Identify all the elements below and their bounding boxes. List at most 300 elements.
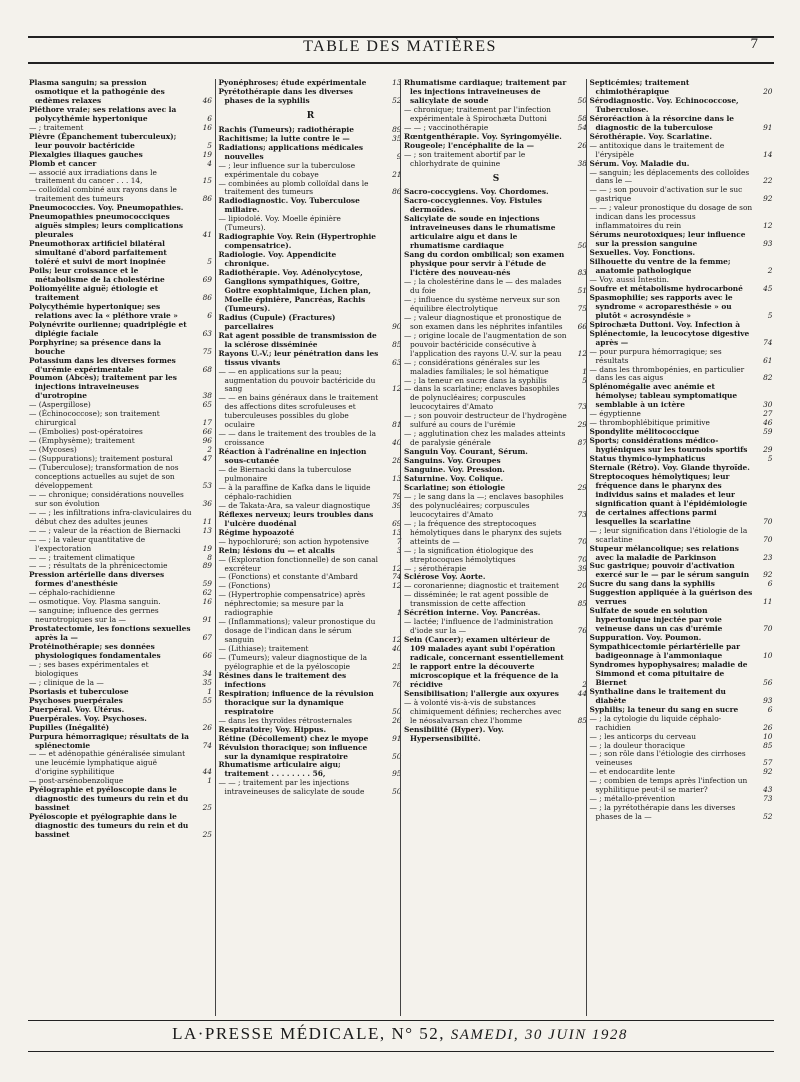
index-entry [29,357,214,375]
index-entry [29,374,214,401]
index-entry [404,412,589,430]
entry-text: Syndromes hypophysaires; maladie de Simmond et coma pituitaire de Biernet [589,659,748,687]
entry-page-number: 44 [202,767,212,777]
entry-text: Radiodiagnostic. Voy. Tuberculose miliaire. [218,196,360,215]
footer-date: 30 JUIN 1928 [524,1027,628,1043]
entry-text: — coronarienne; diagnostic et traitement [404,581,559,591]
entry-page-number: 89 [392,124,402,134]
entry-text: — (Inflammations); valeur pronostique du dosage de l'indican dans le sérum sanguin [218,617,376,645]
entry-text: Streptocoques hémolytiques; leur fréquence dans le pharynx des individus sains et malades et leur signification quant à l'épidémiologie de certaines affections parmi lesquelles la scarlatine [589,471,748,526]
entry-text: Puerpéral. Voy. Utérus. [29,704,125,714]
entry-page-number: 63 [392,357,402,367]
entry-page-number: 13 [202,525,212,535]
entry-text: Syphilis; la teneur du sang en sucre [589,704,739,714]
entry-text: — (Suppurations); traitement postural [29,454,173,464]
index-entry [404,197,589,215]
entry-text: Pression artérielle dans diverses formes d'anesthésie [29,570,165,589]
entry-page-number: 16 [202,122,212,132]
index-entry [590,643,775,661]
header-rule-bottom [28,62,774,64]
entry-text: Soufre et métabolisme hydrocarboné [589,283,743,293]
entry-page-number: 70 [577,536,587,546]
entry-text: Sulfate de soude en solution hypertonique injectée par voie veineuse dans un cas d'urémie [589,606,723,634]
entry-text: Régime hypoazoté [218,527,295,537]
entry-page-number: 58 [577,113,587,123]
index-entry [219,761,404,779]
entry-text: — associé aux irradiations dans le traitement du cancer . . . 14, [29,167,157,186]
entry-page-number: 39 [392,500,402,510]
entry-text: — ; la teneur en sucre dans la syphilis [404,375,547,385]
entry-text: Sternale (Rétro). Voy. Glande thyroïde. [589,462,750,472]
index-entry [29,169,214,187]
entry-page-number: 2 [207,445,212,455]
entry-text: Poumon (Abcès); traitement par les injections intraveineuses d'urotropine [29,373,177,401]
entry-text: Radius (Cupule) (Fractures) parcellaires [218,312,336,331]
entry-page-number: 26 [577,140,587,150]
index-entry [29,750,214,777]
entry-page-number: 6 [767,704,773,714]
entry-text: Prostatectomie, les fonctions sexuelles après la — [29,624,191,643]
entry-text: — ; la douleur thoracique [589,740,686,750]
section-letter: S [492,173,501,184]
entry-text: Rœntgenthérapie. Voy. Syringomyélie. [404,131,562,141]
entry-page-number: 67 [202,633,212,643]
entry-page-number: 10 [763,651,773,660]
entry-page-number: 5 [207,140,212,150]
entry-page-number: 13 [392,527,402,537]
entry-text: Scarlatine; son étiologie [404,482,506,492]
entry-page-number: 82 [763,373,773,383]
entry-text: — (Aspergillose) [29,400,91,410]
entry-text: Sports; considérations médico-hygiéniques sur les tournois sportifs [589,436,748,455]
entry-text: Pyrétothérapie dans les diverses phases de la syphilis [218,86,353,105]
entry-page-number: 19 [202,543,212,553]
index-entry [590,348,775,366]
entry-text: — — ; son pouvoir d'activation sur le suc gastrique [589,185,743,204]
entry-text: Radiations; applications médicales nouvelles [218,142,364,161]
index-entry [219,394,404,430]
entry-page-number: 92 [763,570,773,580]
entry-text: — ; les anticorps du cerveau [589,731,697,741]
entry-page-number: 12 [392,635,402,645]
entry-page-number: 20 [577,581,587,591]
entry-page-number: 86 [392,187,402,197]
entry-text: Sanguins. Voy. Groupes [404,456,501,466]
entry-text: — ; influence du système nerveux sur son équilibre électrolytique [404,294,560,313]
index-entry [404,314,589,332]
entry-text: — Voy. aussi Intestin. [589,274,669,284]
entry-page-number: 55 [202,695,212,705]
entry-page-number: 50 [392,787,402,797]
index-entry [590,79,775,97]
index-entry [590,562,775,580]
index-entry [404,215,589,251]
entry-text: — colloïdal combiné aux rayons dans le traitement des tumeurs [29,185,177,204]
entry-text: Sanguin Voy. Courant, Sérum. [404,447,528,457]
index-entry [404,385,589,412]
index-entry [219,744,404,762]
entry-text: — de Takata-Ara, sa valeur diagnostique [218,500,371,510]
entry-page-number: 74 [392,572,402,582]
entry-text: — antitoxique dans le traitement de l'érysipèle [589,140,725,159]
index-entry [29,491,214,509]
entry-text: Radiothérapie. Voy. Adénolycytose, Ganglions sympathiques, Goitre, Goitre exophtalmique, Lichen plan, Moelle épinière, Pancréas, Rachis (Tumeurs). [218,268,371,313]
entry-text: Sacro-coccygiennes. Voy. Fistules dermoïdes. [404,196,542,215]
entry-page-number: 57 [763,758,773,768]
entry-text: Radiologie. Voy. Appendicite chronique. [218,250,337,269]
entry-page-number: 70 [763,516,773,526]
entry-page-number: 35 [392,133,402,143]
index-entry [404,296,589,314]
entry-text: — et endocardite lente [589,767,675,777]
entry-text: — ; son traitement abortif par le chlorhydrate de quinine [404,149,526,168]
entry-text: — ; la signification étiologique des streptocoques hémolytiques [404,545,534,564]
entry-text: Pneumopathies pneumococciques aiguës simples; leurs complications pleurales [29,212,184,240]
entry-page-number: 6 [767,579,773,589]
entry-page-number: 63 [202,328,212,338]
entry-text: — ; métallo-prévention [589,794,676,804]
index-entry [219,618,404,645]
index-entry [590,115,775,133]
entry-text: Rein; lésions du — et alcalis [218,545,335,555]
section-letter: R [306,110,316,121]
entry-text: — — en applications sur la peau; augmentation du pouvoir bactéricide du sang [218,366,376,394]
entry-text: — (Fonctions) et constante d'Ambard [218,572,358,582]
entry-text: — (Lithiase); traitement [218,644,309,654]
footer-issue: N° 52, [391,1024,446,1043]
index-entry [590,186,775,204]
index-entry [590,258,775,276]
entry-page-number: 27 [763,409,773,419]
index-entry [404,359,589,377]
entry-text: — — chronique; considérations nouvelles sur son évolution [29,489,184,508]
entry-page-number: 61 [763,355,773,365]
entry-page-number: 69 [202,274,212,284]
entry-page-number: 73 [577,402,587,412]
index-entry [404,547,589,565]
index-entry [29,303,214,321]
entry-page-number: 6 [207,113,212,123]
entry-text: — — ; la valeur quantitative de l'expectoration [29,534,146,553]
entry-page-number: 15 [202,176,212,186]
index-entry [29,464,214,491]
entry-page-number: 52 [763,812,773,822]
entry-text: — (Fonctions) [218,581,271,591]
entry-page-number: 66 [202,427,212,437]
entry-text: Sanguine. Voy. Pression. [404,465,505,475]
entry-page-number: 38 [577,158,587,168]
index-entry [590,777,775,795]
entry-text: Séroréaction à la résorcine dans le diagnostic de la tuberculose [589,113,734,132]
index-entry [404,278,589,296]
index-entry [404,332,589,359]
index-entry [590,804,775,822]
entry-text: — pour purpura hémorragique; ses résultats [589,346,722,365]
entry-text: Saturnine. Voy. Colique. [404,473,504,483]
index-entry [590,142,775,160]
entry-page-number: 91 [392,733,402,743]
index-entry [219,690,404,717]
entry-text: Sérums neurotoxiques; leur influence sur la pression sanguine [589,230,746,249]
index-entry [219,162,404,180]
entry-text: Pupilles (Inégalité) [29,722,110,732]
entry-page-number: 54 [577,122,587,132]
entry-page-number: 89 [202,561,212,571]
entry-page-number: 25 [202,803,212,813]
index-entry [29,813,214,840]
entry-text: — ; leur influence sur la tuberculose expérimentale du cobaye [218,160,356,179]
entry-page-number: 79 [392,491,402,501]
entry-page-number: 75 [202,346,212,356]
entry-text: Plexalgies iliaques gauches [29,149,143,159]
entry-text: Pneumococcies. Voy. Pneumopathies. [29,203,184,213]
entry-text: Spondylite mélitococcique [589,427,700,437]
entry-page-number: 86 [202,194,212,204]
entry-text: Salicylate de soude en injections intraveineuses dans le rhumatisme articulaire aigu et dans le rhumatisme cardiaque [404,214,556,251]
entry-page-number: 85 [577,599,587,609]
entry-page-number: 51 [577,285,587,295]
index-entry [590,750,775,768]
entry-text: Spasmophilie; ses rapports avec le syndrome « acroparesthésie » ou plutôt « acrosyndésie » [589,292,733,320]
entry-text: — lactée; l'influence de l'administration d'iode sur la — [404,617,554,636]
entry-page-number: 87 [577,438,587,448]
index-entry [404,151,589,169]
entry-text: Pyélographie et pyéloscopie dans le diagnostic des tumeurs du rein et du bassinet [29,785,189,813]
entry-text: Status thymico-lymphaticus [589,454,706,464]
entry-page-number: 2 [582,679,587,689]
entry-page-number: 21 [392,169,402,179]
entry-text: — ; son rôle dans l'étiologie des cirrhoses veineuses [589,749,746,768]
entry-page-number: 41 [202,230,212,240]
index-entry [590,231,775,249]
entry-text: Rachitisme; la lutte contre le — [218,133,350,143]
entry-page-number: 70 [763,624,773,634]
entry-page-number: 13 [392,79,402,87]
entry-text: Protéinothérapie; ses données physiologiques fondamentales [29,642,161,660]
index-entry [29,536,214,554]
entry-text: Pneumothorax artificiel bilatéral simultané d'abord parfaitement toléré et suivi de mort inopinée [29,239,167,267]
index-entry [29,213,214,240]
index-entry [29,321,214,339]
entry-text: Rhumatisme cardiaque; traitement par les injections intraveineuses de salicylate de soude [404,79,567,105]
index-entry [219,591,404,618]
entry-text: — — ; valeur de la réaction de Biernacki [29,525,181,535]
index-entry [590,366,775,384]
entry-text: — thrombophlébitique primitive [589,418,710,428]
index-entry [219,484,404,502]
entry-page-number: 96 [202,436,212,446]
entry-page-number: 35 [202,677,212,687]
entry-page-number: 29 [577,482,587,492]
entry-text: — osmotique. Voy. Plasma sanguin. [29,597,161,607]
entry-text: — ; leur signification dans l'étiologie de la scarlatine [589,525,748,544]
entry-text: Purpura hémorragique; résultats de la splénectomie [29,731,189,750]
index-entry [29,339,214,357]
index-entry [219,332,404,350]
entry-page-number: 74 [763,337,773,347]
entry-page-number: 16 [202,597,212,607]
entry-text: — — ; vaccinothérapie [404,122,489,132]
index-column-2 [215,79,404,1016]
entry-text: — sanguin; les déplacements des colloïdes dans le — [589,167,750,186]
index-entry [219,233,404,251]
entry-text: — — ; résultats de la phrénicectomie [29,561,168,571]
entry-text: Plèvre (Épanchement tuberculeux); leur pouvoir bactéricide [29,131,177,150]
index-entry [404,106,589,124]
entry-text: Pyéloscopie et pyélographie dans le diagnostic des tumeurs du rein et du bassinet [29,812,189,840]
index-entry [29,661,214,679]
entry-page-number: 29 [577,420,587,430]
entry-page-number: 1 [207,776,212,786]
index-entry [404,493,589,520]
index-entry [404,520,589,547]
entry-text: Sucre du sang dans la syphilis [589,579,715,589]
index-entry [219,350,404,368]
entry-text: Splénectomie, la leucocytose digestive après — [589,328,750,347]
entry-text: — ; combien de temps après l'infection un syphilitique peut-il se marier? [589,776,748,795]
entry-text: Poliomyélite aiguë; étiologie et traitement [29,283,159,302]
entry-text: Silhouette du ventre de la femme; anatomie pathologique [589,257,731,276]
entry-text: — (Échinococcose); son traitement chirurgical [29,409,160,428]
entry-page-number: 26 [392,715,402,725]
entry-page-number: 59 [202,579,212,589]
entry-page-number: 12 [392,581,402,591]
entry-page-number: 85 [392,339,402,349]
entry-page-number: 25 [202,830,212,840]
index-entry [219,251,404,269]
index-entry [590,589,775,607]
index-entry [404,726,589,744]
entry-text: Résines dans le traitement des infections [218,670,347,689]
entry-page-number: 46 [763,418,773,428]
entry-text: Réaction à l'adrénaline en injection sous-cutanée [218,447,367,466]
entry-page-number: 74 [202,740,212,750]
entry-text: — — ; traitement climatique [29,552,135,562]
index-columns [29,79,771,1016]
index-entry [404,591,589,609]
index-entry [29,106,214,124]
entry-page-number: 66 [202,651,212,660]
entry-text: Rachis (Tumeurs); radiothérapie [218,124,354,134]
entry-text: — ; agglutination chez les malades atteints de paralysie générale [404,429,566,448]
entry-page-number: 70 [763,534,773,544]
index-entry [219,88,404,106]
entry-page-number: 52 [392,95,402,105]
entry-text: — (Emphysème); traitement [29,436,135,446]
entry-text: — combinées au plomb colloïdal dans le traitement des tumeurs [218,178,369,197]
entry-text: Rat agent possible de transmission de la sclérose disséminée [218,330,377,349]
entry-page-number: 7 [396,536,402,546]
entry-page-number: 66 [577,321,587,331]
entry-page-number: 70 [577,554,587,564]
index-entry [219,654,404,672]
index-entry [29,186,214,204]
entry-text: — — en bains généraux dans le traitement des affections dites scrofuleuses et tuberculeuses possibles du globe oculaire [218,393,379,430]
entry-text: — (Mycoses) [29,445,77,455]
entry-page-number: 92 [763,194,773,204]
entry-text: Respiration; influence de la révulsion thoracique sur la dynamique respiratoire [218,688,374,716]
entry-page-number: 11 [763,597,773,607]
entry-text: — ; le sang dans la —; enclaves basophiles des polynucléaires; corpuscules leucocytaires d'Amato [404,491,564,519]
entry-page-number: 75 [577,303,587,313]
entry-page-number: 69 [392,518,402,528]
index-column-1 [29,79,214,1016]
entry-page-number: 4 [207,158,212,168]
entry-page-number: 5 [207,257,212,267]
entry-page-number: 44 [577,688,587,698]
entry-text: Suggestion appliquée à la guérison des verrues [589,588,753,607]
entry-page-number: 26 [202,722,212,732]
entry-page-number: 23 [763,552,773,562]
entry-page-number: 1 [582,366,587,376]
entry-text: Plomb et cancer [29,158,97,168]
entry-page-number: 46 [202,95,212,105]
entry-text: — ; la pyrétothérapie dans les diverses phases de la — [589,803,736,822]
index-entry [219,430,404,448]
index-entry [590,661,775,688]
entry-text: — dans les thyroïdes rétrosternales [218,715,352,725]
index-entry [219,314,404,332]
entry-text: Réflexes nerveux; leurs troubles dans l'ulcère duodénal [218,509,374,528]
entry-text: Sexuelles. Voy. Fonctions. [589,248,696,258]
entry-text: Poils; leur croissance et le métabolisme de la cholestérine [29,266,165,284]
index-column-3 [400,79,589,1016]
index-entry [29,79,214,106]
index-entry [29,133,214,151]
entry-text: Porphyrine; sa présence dans la bouche [29,337,162,356]
entry-text: — — ; les infiltrations infra-claviculaires du début chez des adultes jeunes [29,507,192,526]
footer-rule-bottom [28,1051,774,1052]
entry-text: — ; valeur diagnostique et pronostique de son examen dans les néphrites infantiles [404,312,563,331]
entry-page-number: 9 [396,151,402,161]
entry-page-number: 30 [763,400,773,410]
entry-text: Sérodiagnostic. Voy. Echinococcose, Tuberculose. [589,95,739,114]
entry-page-number: 91 [202,615,212,625]
entry-text: Psychoses puerpérales [29,695,123,705]
entry-page-number: 65 [202,400,212,410]
entry-page-number: 91 [763,122,773,132]
footer-rule-top [28,1020,774,1021]
entry-page-number: 36 [202,498,212,508]
entry-text: Synthaline dans le traitement du diabète [589,686,726,705]
entry-text: — disséminée; le rat agent possible de transmission de cette affection [404,590,549,609]
entry-page-number: 45 [763,283,773,293]
index-entry [590,473,775,527]
entry-text: Suppuration. Voy. Poumon. [589,633,702,643]
entry-page-number: 92 [763,767,773,777]
entry-text: — ; la cholestérine dans le — des malades du foie [404,277,562,295]
index-entry [219,448,404,466]
entry-page-number: 26 [763,722,773,732]
index-entry [590,383,775,410]
entry-text: Septicémies; traitement chimiothérapique [589,79,690,96]
index-entry [590,715,775,733]
footer-masthead [0,1024,800,1044]
entry-page-number: 22 [763,176,773,186]
entry-page-number: 73 [763,794,773,804]
entry-text: Rayons U.-V.; leur pénétration dans les tissus vivants [218,348,379,367]
entry-page-number: 6 [207,310,212,320]
entry-page-number: 28 [392,456,402,466]
index-entry [29,240,214,267]
entry-page-number: 50 [577,241,587,251]
entry-text: — — ; valeur pronostique du dosage de son indican dans les processus inflammatoires du rein [589,203,753,231]
entry-text: Spirochæta Duttoni. Voy. Infection à [589,319,741,329]
entry-page-number: 40 [392,438,402,448]
entry-text: Psoriasis et tuberculose [29,686,129,696]
entry-text: — ; traitement [29,122,84,132]
index-entry [219,672,404,690]
